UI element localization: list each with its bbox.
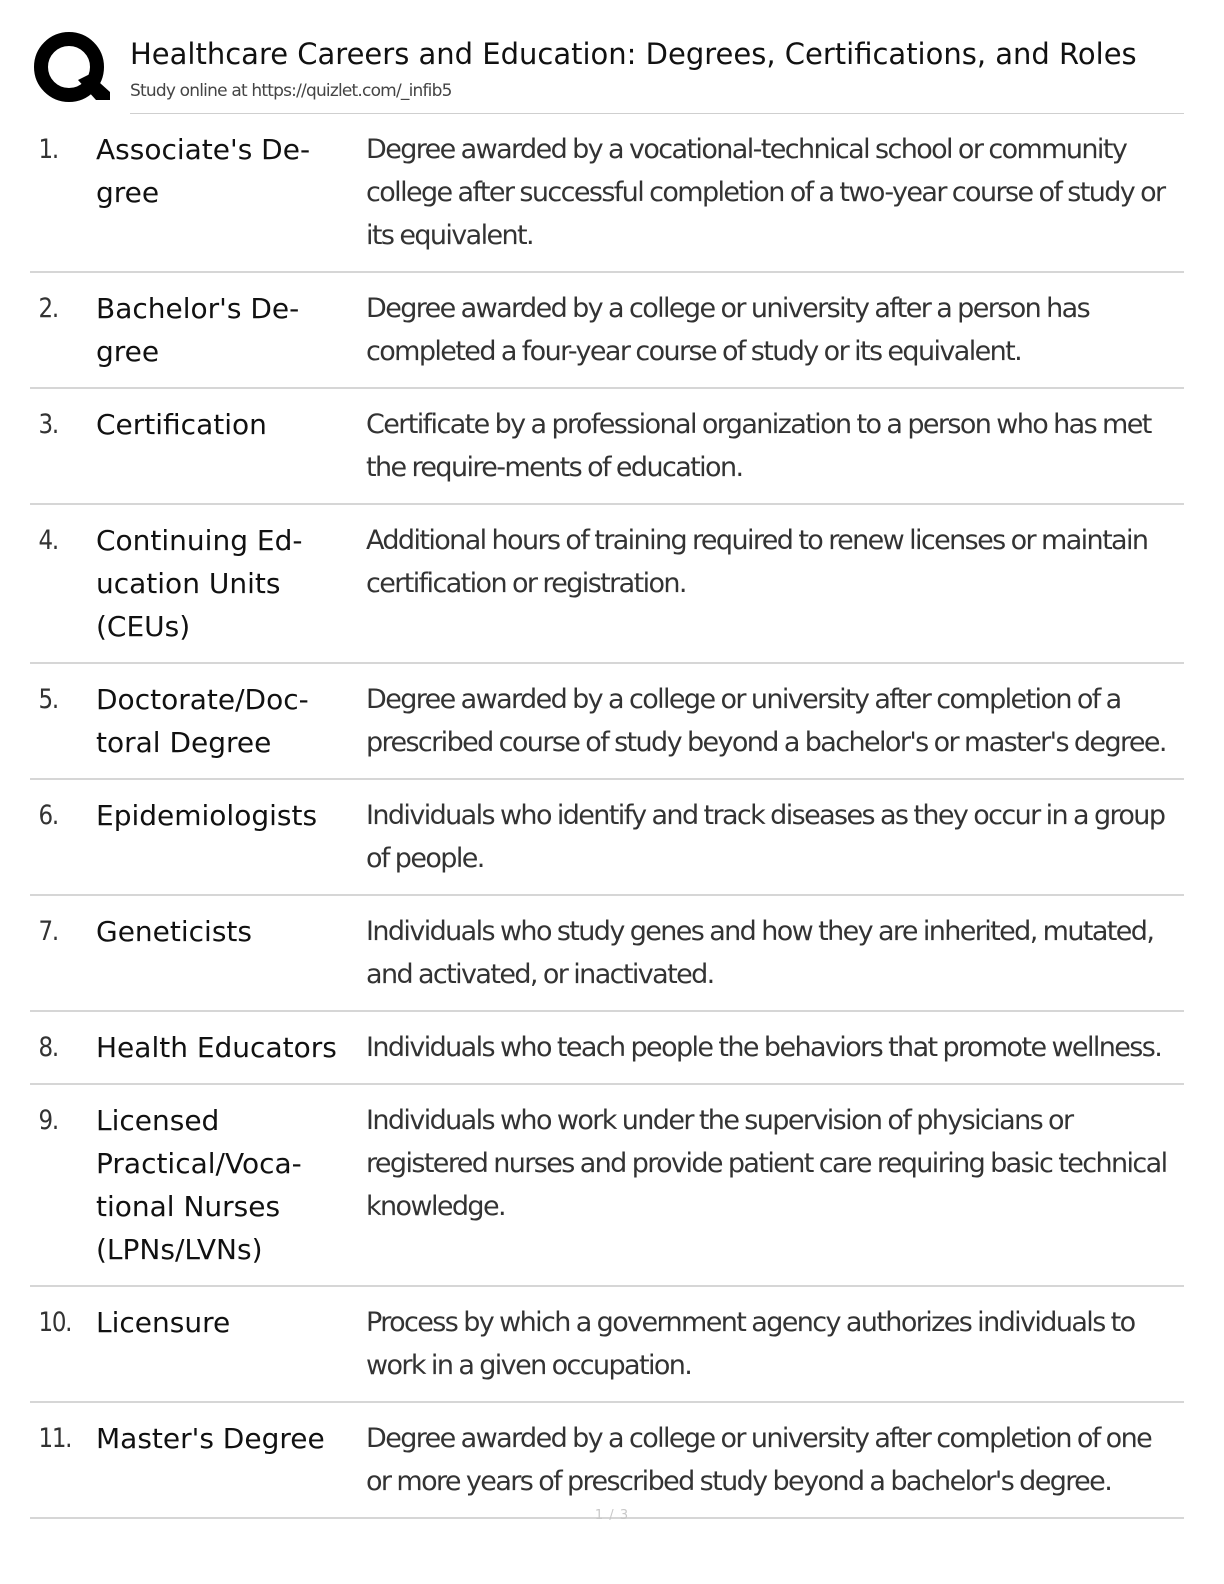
term-definition: Individuals who teach people the behaviors that promote wellness. — [366, 1032, 1162, 1063]
term-definition: Degree awarded by a college or university after a person has completed a four-year course of study or its equivalent. — [366, 293, 1090, 367]
term-number: 9. — [38, 1105, 58, 1136]
term-row — [30, 389, 1184, 505]
term-row — [30, 1085, 1184, 1287]
term-number: 2. — [38, 293, 58, 324]
term-row — [30, 273, 1184, 389]
term-number: 6. — [38, 800, 58, 831]
term-list — [30, 114, 1184, 1519]
term-row — [30, 1012, 1184, 1085]
term-number: 7. — [38, 916, 58, 947]
term-number: 1. — [38, 134, 58, 165]
term-definition: Individuals who study genes and how they are inherited, mutated, and activated, or inactivated. — [366, 916, 1154, 990]
term-name: Master's Degree — [96, 1422, 325, 1455]
term-row — [30, 1287, 1184, 1403]
term-row — [30, 780, 1184, 896]
term-definition: Degree awarded by a college or university after completion of one or more years of prescribed study beyond a bachelor's degree. — [366, 1423, 1152, 1497]
term-definition: Individuals who identify and track diseases as they occur in a group of people. — [366, 800, 1165, 874]
term-definition: Individuals who work under the supervision of physicians or registered nurses and provide patient care requiring basic technical knowledge. — [366, 1105, 1167, 1222]
term-name: Health Educators — [96, 1031, 337, 1064]
term-name: Bachelor's De- gree — [96, 292, 300, 368]
study-online-link[interactable]: Study online at https://quizlet.com/_infib5 — [130, 81, 452, 101]
term-number: 4. — [38, 525, 58, 556]
page-number: 1 / 3 — [594, 1508, 630, 1523]
term-number: 5. — [38, 684, 58, 715]
term-number: 11. — [38, 1423, 72, 1454]
term-name: Epidemiologists — [96, 799, 318, 832]
term-definition: Certificate by a professional organization to a person who has met the require-ments of education. — [366, 409, 1151, 483]
page-title: Healthcare Careers and Education: Degrees, Certifications, and Roles — [130, 37, 1137, 71]
page-header — [30, 28, 1184, 114]
term-definition: Additional hours of training required to renew licenses or maintain certification or registration. — [366, 525, 1148, 599]
quizlet-logo-icon — [32, 30, 110, 108]
term-definition: Degree awarded by a vocational-technical school or community college after successful completion of a two-year course of study or its equivalent. — [366, 134, 1165, 251]
term-row — [30, 664, 1184, 780]
term-name: Doctorate/Doc- toral Degree — [96, 683, 309, 759]
term-number: 8. — [38, 1032, 58, 1063]
term-name: Continuing Ed- ucation Units (CEUs) — [96, 524, 303, 643]
term-row — [30, 114, 1184, 273]
term-definition: Degree awarded by a college or university after completion of a prescribed course of study beyond a bachelor's or master's degree. — [366, 684, 1166, 758]
term-number: 3. — [38, 409, 58, 440]
term-name: Licensed Practical/Voca- tional Nurses (LPNs/LVNs) — [96, 1104, 302, 1266]
term-definition: Process by which a government agency authorizes individuals to work in a given occupation. — [366, 1307, 1135, 1381]
term-name: Licensure — [96, 1306, 231, 1339]
term-row — [30, 1403, 1184, 1519]
term-number: 10. — [38, 1307, 72, 1338]
term-name: Geneticists — [96, 915, 252, 948]
term-row — [30, 505, 1184, 664]
term-name: Certification — [96, 408, 267, 441]
term-row — [30, 896, 1184, 1012]
term-name: Associate's De- gree — [96, 133, 311, 209]
